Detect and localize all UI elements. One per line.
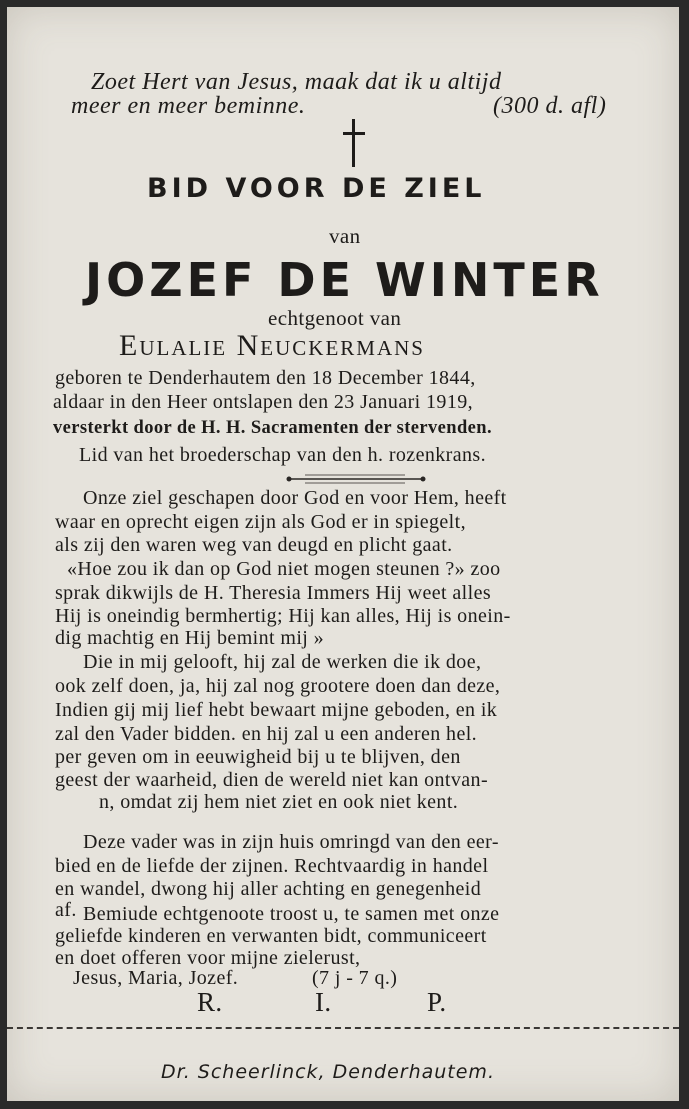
body-line: af. [55, 899, 77, 921]
body-line: Die in mij gelooft, hij zal de werken die ik doe, [83, 651, 482, 673]
van-label: van [329, 224, 361, 248]
prayer-indulgence: (300 d. afl) [493, 93, 607, 119]
printer-credit: Dr. Scheerlinck, Denderhautem. [161, 1061, 495, 1083]
body-line: bied en de liefde der zijnen. Rechtvaardig in handel [55, 855, 489, 877]
body-line: Indien gij mij lief hebt bewaart mijne geboden, en ik [55, 699, 498, 721]
body-line: Onze ziel geschapen door God en voor Hem, heeft [83, 487, 507, 509]
body-line: zal den Vader bidden. en hij zal u een anderen hel. [55, 723, 478, 745]
birth-line: geboren te Denderhautem den 18 December 1844, [55, 367, 476, 389]
body-line: Deze vader was in zijn huis omringd van den eer- [83, 831, 499, 853]
cross-icon [341, 119, 367, 167]
prayer-line-1: Zoet Hert van Jesus, maak dat ik u altijd [91, 69, 502, 95]
ornament-divider [285, 473, 427, 485]
membership-line: Lid van het broederschap van den h. rozenkrans. [79, 444, 486, 466]
body-line: en wandel, dwong hij aller achting en genegenheid [55, 878, 482, 900]
body-line: geest der waarheid, dien de wereld niet kan ontvan- [55, 769, 489, 791]
body-line: n, omdat zij hem niet ziet en ook niet kent. [99, 791, 459, 813]
body-line: als zij den waren weg van deugd en plicht gaat. [55, 534, 453, 556]
body-line: per geven om in eeuwigheid bij u te blijven, den [55, 746, 461, 768]
prayer-line-2: meer en meer beminne. [71, 93, 306, 119]
deceased-name: JOZEF DE WINTER [85, 253, 604, 307]
closing-indulgence: (7 j - 7 q.) [312, 967, 398, 989]
spouse-name: Eulalie Neuckermans [119, 329, 425, 362]
rip-r: R. [197, 987, 223, 1017]
rip-i: I. [315, 987, 332, 1017]
body-line: sprak dikwijls de H. Theresia Immers Hij weet alles [55, 582, 492, 604]
body-line: ook zelf doen, ja, hij zal nog grootere doen dan deze, [55, 675, 501, 697]
body-line: en doet offeren voor mijne zielerust, [55, 947, 361, 969]
body-line: dig machtig en Hij bemint mij » [55, 627, 325, 649]
body-line: «Hoe zou ik dan op God niet mogen steunen ?» zoo [67, 558, 501, 580]
sacraments-line: versterkt door de H. H. Sacramenten der stervenden. [53, 418, 492, 438]
death-line: aldaar in den Heer ontslapen den 23 Januari 1919, [53, 391, 474, 413]
relation-label: echtgenoot van [268, 306, 402, 330]
invocation-line: Jesus, Maria, Jozef. [73, 967, 239, 989]
body-line: waar en oprecht eigen zijn als God er in spiegelt, [55, 511, 466, 533]
body-line: Bemiude echtgenoote troost u, te samen met onze [83, 903, 500, 925]
card-heading: BID VOOR DE ZIEL [147, 173, 486, 204]
rip-p: P. [427, 987, 447, 1017]
memorial-card [7, 7, 679, 1101]
body-line: geliefde kinderen en verwanten bidt, communiceert [55, 925, 487, 947]
divider-rule [7, 1027, 679, 1029]
body-line: Hij is oneindig bermhertig; Hij kan alles, Hij is onein- [55, 605, 511, 627]
